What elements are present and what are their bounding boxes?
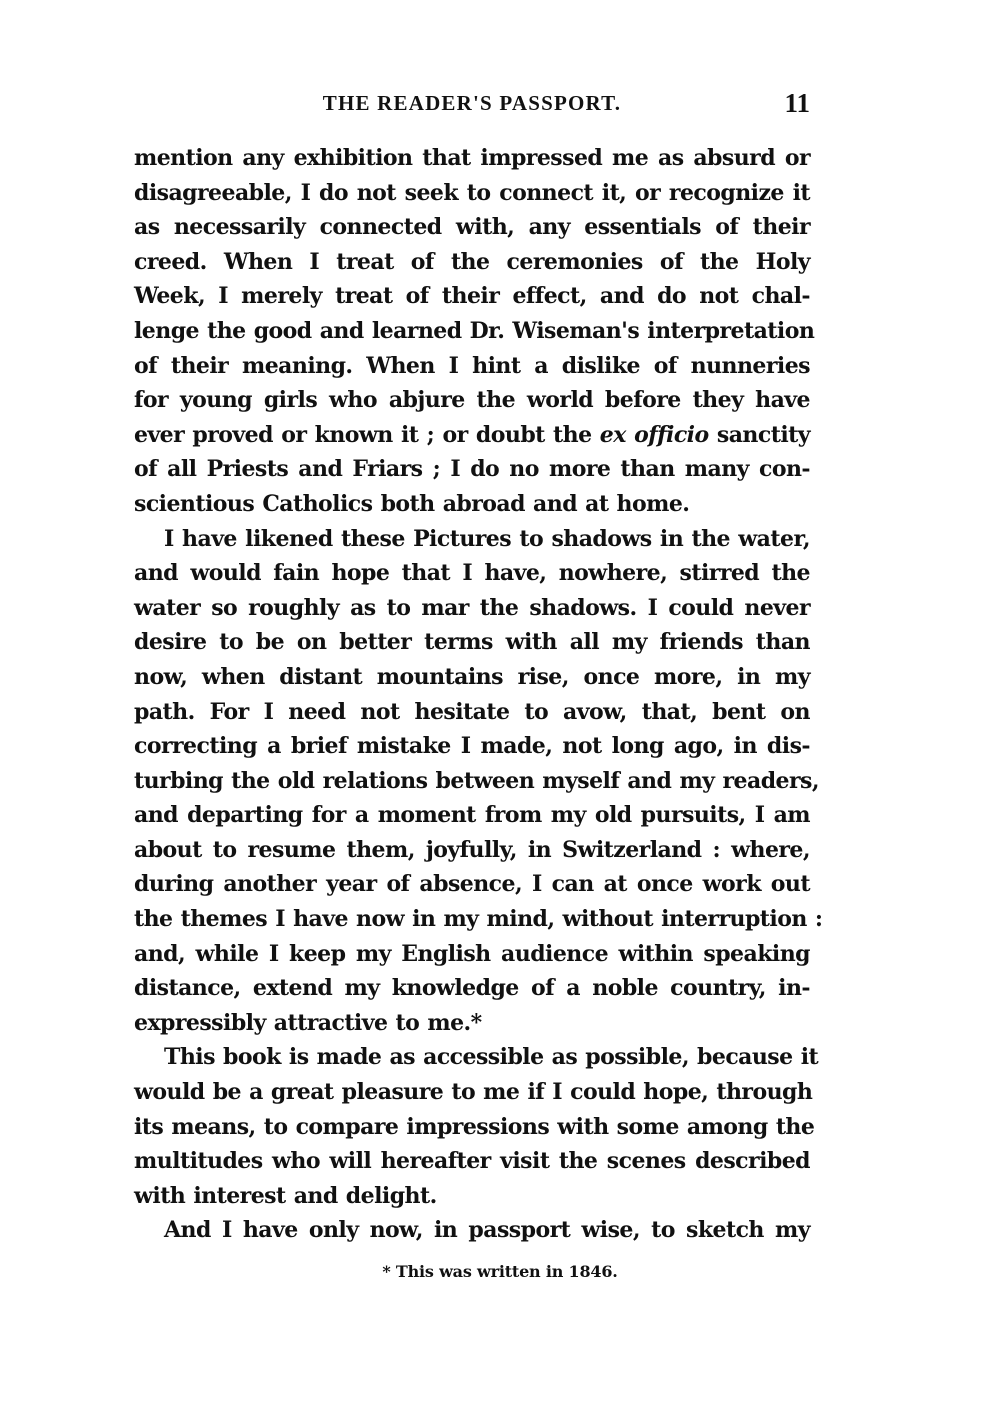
text-line: now, when distant mountains rise, once more, in my bbox=[134, 663, 810, 690]
paragraph bbox=[134, 1213, 810, 1248]
body-text bbox=[134, 141, 823, 1248]
text-line: with interest and delight. bbox=[134, 1182, 437, 1209]
text-line: I have likened these Pictures to shadows in the water, bbox=[164, 525, 810, 552]
running-header bbox=[134, 86, 810, 120]
text-line: And I have only now, in passport wise, to sketch my bbox=[164, 1217, 810, 1244]
text-line: scientious Catholics both abroad and at home. bbox=[134, 490, 690, 517]
text-line: the themes I have now in my mind, without interruption : bbox=[134, 906, 823, 933]
text-line: for young girls who abjure the world before they have bbox=[134, 387, 810, 414]
text-segment: sanctity bbox=[708, 421, 810, 448]
text-line: mention any exhibition that impressed me as absurd or bbox=[134, 145, 810, 171]
paragraph bbox=[134, 141, 815, 522]
text-line: desire to be on better terms with all my friends than bbox=[134, 629, 810, 656]
paragraph bbox=[134, 1040, 819, 1213]
page-number: 11 bbox=[784, 88, 810, 118]
text-line: This book is made as accessible as possible, because it bbox=[164, 1044, 819, 1071]
text-line: about to resume them, joyfully, in Switzerland : where, bbox=[134, 836, 810, 863]
text-line: during another year of absence, I can at once work out bbox=[134, 871, 810, 898]
text-line: would be a great pleasure to me if I could hope, through bbox=[134, 1079, 813, 1106]
text-line: disagreeable, I do not seek to connect it, or recognize it bbox=[134, 179, 810, 206]
paragraph bbox=[134, 522, 823, 1041]
text-line: distance, extend my knowledge of a noble country, in- bbox=[134, 975, 810, 1002]
text-line: its means, to compare impressions with some among the bbox=[134, 1113, 815, 1140]
text-line: as necessarily connected with, any essentials of their bbox=[134, 214, 810, 241]
text-line bbox=[134, 418, 810, 453]
text-line: and departing for a moment from my old pursuits, I am bbox=[134, 802, 810, 829]
text-line: lenge the good and learned Dr. Wiseman's interpretation bbox=[134, 317, 815, 344]
text-line: water so roughly as to mar the shadows. I could never bbox=[134, 594, 810, 621]
text-line: expressibly attractive to me.* bbox=[134, 1009, 482, 1036]
text-line: and, while I keep my English audience within speaking bbox=[134, 940, 810, 967]
text-line: and would fain hope that I have, nowhere, stirred the bbox=[134, 560, 810, 587]
text-line: path. For I need not hesitate to avow, that, bent on bbox=[134, 698, 810, 725]
running-title: THE READER'S PASSPORT. bbox=[322, 91, 622, 115]
text-line: multitudes who will hereafter visit the scenes described bbox=[134, 1148, 810, 1175]
text-segment: ever proved or known it ; or doubt the bbox=[134, 421, 600, 448]
text-line: creed. When I treat of the ceremonies of the Holy bbox=[134, 248, 810, 275]
text-line: turbing the old relations between myself and my readers, bbox=[134, 767, 819, 794]
text-line: of their meaning. When I hint a dislike of nunneries bbox=[134, 352, 810, 379]
italic-phrase: ex officio bbox=[599, 421, 709, 448]
footnote: * This was written in 1846. bbox=[382, 1262, 618, 1281]
text-line: Week, I merely treat of their effect, and do not chal- bbox=[134, 283, 810, 310]
text-line: of all Priests and Friars ; I do no more than many con- bbox=[134, 456, 810, 483]
text-line: correcting a brief mistake I made, not long ago, in dis- bbox=[134, 733, 810, 760]
